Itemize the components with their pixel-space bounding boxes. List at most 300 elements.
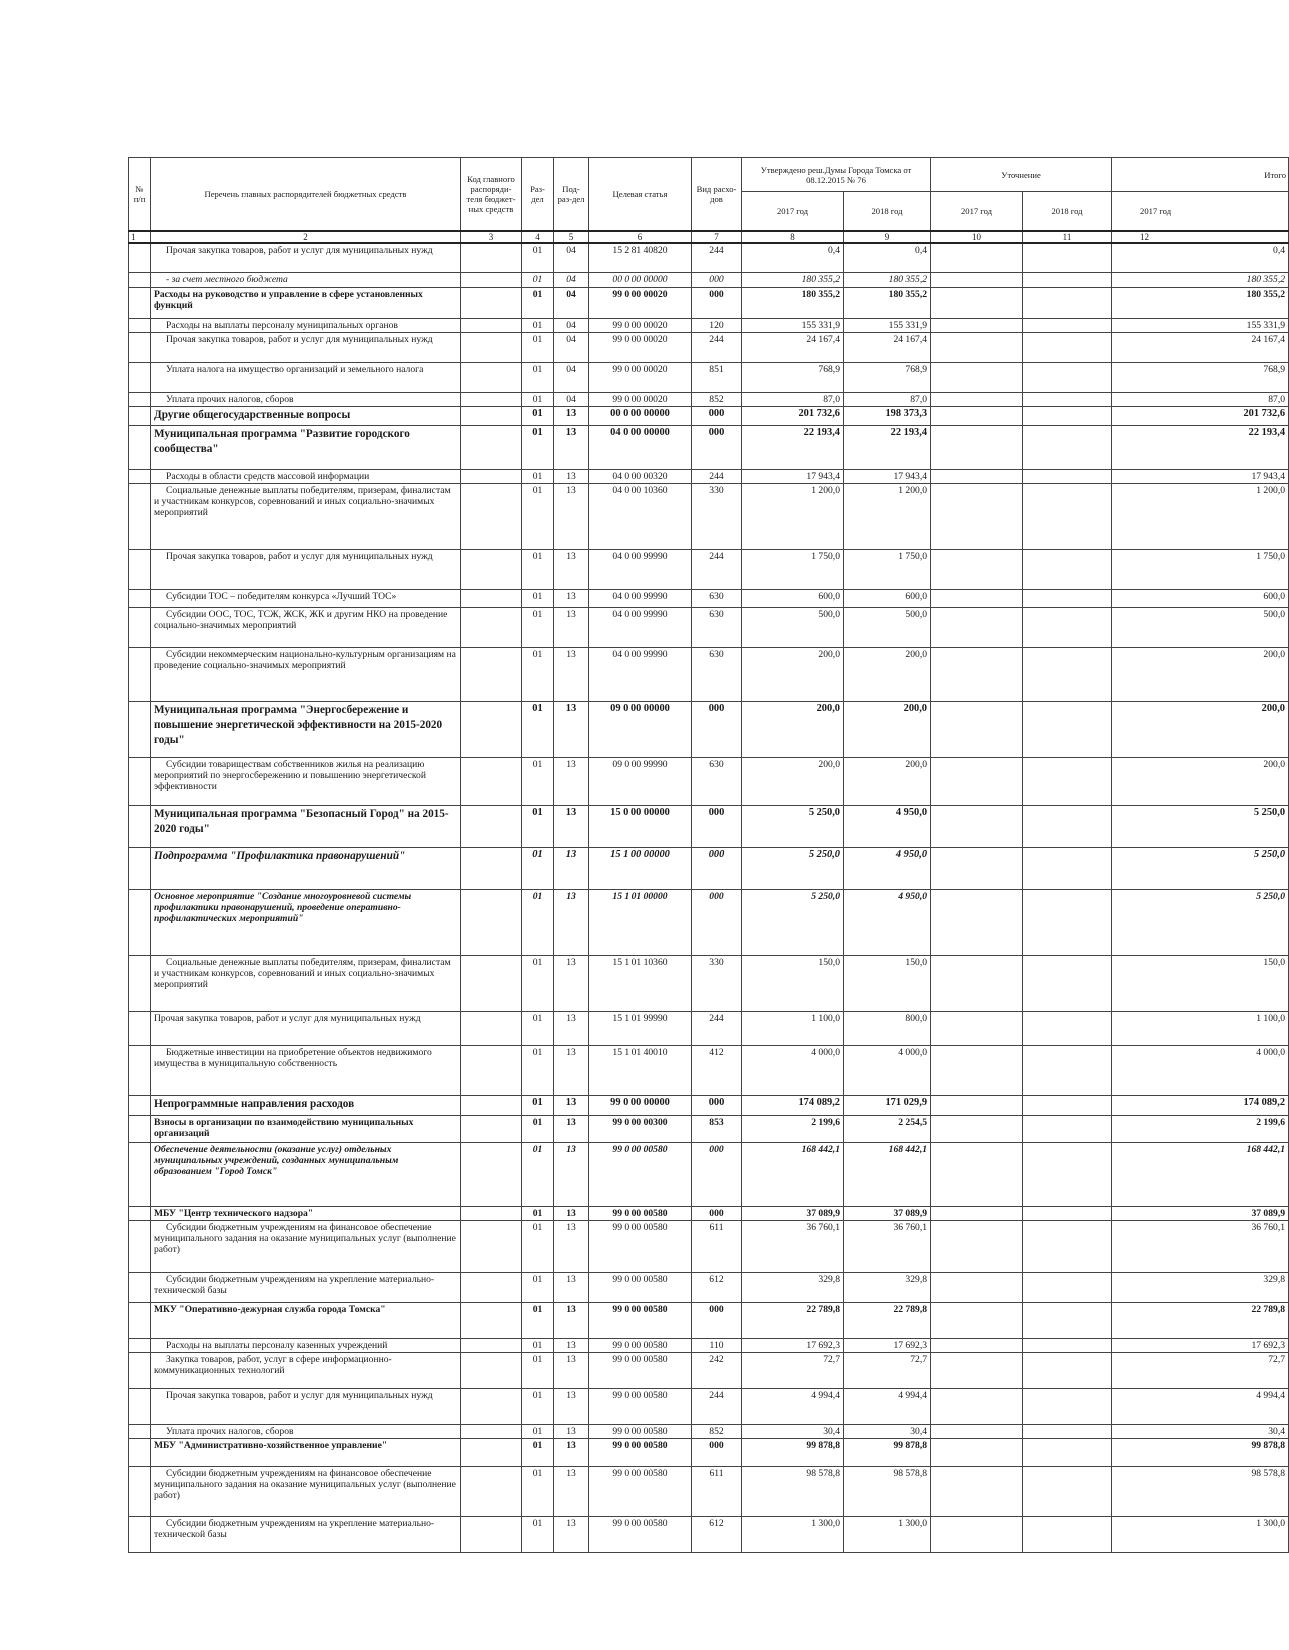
cell-razdel: 01	[522, 484, 554, 550]
cell-podrazdel: 13	[554, 1389, 589, 1425]
cell-total-2017: 1 750,0	[1112, 550, 1289, 590]
cell-razdel: 01	[522, 806, 554, 848]
cell-podrazdel: 13	[554, 1353, 589, 1389]
cell-csr: 99 0 00 00580	[589, 1221, 692, 1273]
cell-approved-2018: 30,4	[844, 1425, 931, 1439]
cell-csr: 99 0 00 00580	[589, 1143, 692, 1207]
cell-gl-code	[461, 484, 522, 550]
table-row	[129, 1467, 1289, 1517]
cell-num	[129, 426, 151, 470]
cell-gl-code	[461, 608, 522, 648]
cell-num	[129, 608, 151, 648]
cell-razdel: 01	[522, 1353, 554, 1389]
cell-name: МБУ "Административно-хозяйственное управление"	[151, 1439, 461, 1467]
cell-razdel: 01	[522, 1467, 554, 1517]
cell-gl-code	[461, 1116, 522, 1143]
cell-total-2017: 201 732,6	[1112, 407, 1289, 426]
cell-approved-2017: 200,0	[742, 648, 844, 702]
cell-approved-2017: 180 355,2	[742, 273, 844, 288]
cell-approved-2018: 24 167,4	[844, 333, 931, 363]
cell-clarify-2018	[1023, 288, 1112, 319]
cell-clarify-2018	[1023, 1096, 1112, 1116]
cell-podrazdel: 13	[554, 648, 589, 702]
cell-num	[129, 333, 151, 363]
cell-name: Социальные денежные выплаты победителям, призерам, финалистам и участникам конкурсов, соревнований и иных социально-значимых мероприятий	[151, 484, 461, 550]
cell-approved-2017: 1 300,0	[742, 1517, 844, 1553]
table-row	[129, 1096, 1289, 1116]
cell-name: Прочая закупка товаров, работ и услуг для муниципальных нужд	[151, 1012, 461, 1046]
cell-approved-2017: 150,0	[742, 956, 844, 1012]
cell-clarify-2017	[931, 590, 1023, 608]
cell-clarify-2017	[931, 243, 1023, 273]
cell-num	[129, 393, 151, 407]
cell-num	[129, 1353, 151, 1389]
cell-vr: 630	[692, 590, 742, 608]
cell-approved-2017: 17 943,4	[742, 470, 844, 484]
cell-razdel: 01	[522, 1389, 554, 1425]
table-row	[129, 1303, 1289, 1339]
cell-podrazdel: 13	[554, 590, 589, 608]
cell-name: Муниципальная программа "Энергосбережение и повышение энергетической эффективности на 2015-2020 годы"	[151, 702, 461, 758]
table-row	[129, 1389, 1289, 1425]
cell-clarify-2017	[931, 484, 1023, 550]
cell-vr: 852	[692, 393, 742, 407]
cell-name: Субсидии бюджетным учреждениям на укрепление материально-технической базы	[151, 1517, 461, 1553]
cell-vr: 630	[692, 758, 742, 806]
cell-approved-2017: 22 789,8	[742, 1303, 844, 1339]
cell-num	[129, 1273, 151, 1303]
cell-num	[129, 1012, 151, 1046]
cell-name: Социальные денежные выплаты победителям, призерам, финалистам и участникам конкурсов, соревнований и иных социально-значимых мероприятий	[151, 956, 461, 1012]
header-clarify: Уточнение	[931, 158, 1112, 192]
cell-total-2017: 4 000,0	[1112, 1046, 1289, 1096]
cell-razdel: 01	[522, 758, 554, 806]
cell-razdel: 01	[522, 1143, 554, 1207]
cell-csr: 15 1 01 40010	[589, 1046, 692, 1096]
cell-razdel: 01	[522, 470, 554, 484]
cell-approved-2018: 2 254,5	[844, 1116, 931, 1143]
cell-vr: 110	[692, 1339, 742, 1353]
table-row	[129, 393, 1289, 407]
cell-gl-code	[461, 333, 522, 363]
cell-podrazdel: 13	[554, 1273, 589, 1303]
cell-approved-2017: 1 100,0	[742, 1012, 844, 1046]
cell-vr: 000	[692, 1439, 742, 1467]
cell-clarify-2017	[931, 1096, 1023, 1116]
cell-clarify-2017	[931, 890, 1023, 956]
cell-approved-2018: 4 950,0	[844, 848, 931, 890]
cell-total-2017: 329,8	[1112, 1273, 1289, 1303]
table-row	[129, 890, 1289, 956]
cell-name: Закупка товаров, работ, услуг в сфере информационно-коммуникационных технологий	[151, 1353, 461, 1389]
cell-podrazdel: 13	[554, 848, 589, 890]
cell-clarify-2017	[931, 407, 1023, 426]
cell-total-2017: 5 250,0	[1112, 806, 1289, 848]
cell-clarify-2017	[931, 1207, 1023, 1221]
cell-total-2017: 37 089,9	[1112, 1207, 1289, 1221]
table-row	[129, 470, 1289, 484]
cell-vr: 244	[692, 550, 742, 590]
cell-gl-code	[461, 956, 522, 1012]
cell-gl-code	[461, 890, 522, 956]
cell-csr: 99 0 00 00000	[589, 1096, 692, 1116]
cell-total-2017: 500,0	[1112, 608, 1289, 648]
cell-name: Основное мероприятие "Создание многоуровневой системы профилактики правонарушений, проведение оперативно-профилактических мероприятий"	[151, 890, 461, 956]
cell-vr: 244	[692, 1389, 742, 1425]
cell-csr: 99 0 00 00580	[589, 1439, 692, 1467]
cell-razdel: 01	[522, 1439, 554, 1467]
cell-csr: 04 0 00 99990	[589, 648, 692, 702]
cell-total-2017: 4 994,4	[1112, 1389, 1289, 1425]
cell-approved-2017: 201 732,6	[742, 407, 844, 426]
cell-clarify-2017	[931, 702, 1023, 758]
cell-approved-2017: 37 089,9	[742, 1207, 844, 1221]
cell-podrazdel: 13	[554, 1143, 589, 1207]
cell-approved-2018: 4 950,0	[844, 890, 931, 956]
cell-approved-2017: 500,0	[742, 608, 844, 648]
cell-clarify-2017	[931, 363, 1023, 393]
cell-clarify-2017	[931, 848, 1023, 890]
cell-clarify-2017	[931, 1339, 1023, 1353]
cell-razdel: 01	[522, 426, 554, 470]
cell-clarify-2017	[931, 333, 1023, 363]
cell-approved-2018: 17 692,3	[844, 1339, 931, 1353]
table-row	[129, 484, 1289, 550]
cell-podrazdel: 13	[554, 407, 589, 426]
cell-clarify-2017	[931, 648, 1023, 702]
cell-vr: 611	[692, 1467, 742, 1517]
cell-approved-2018: 500,0	[844, 608, 931, 648]
cell-razdel: 01	[522, 1096, 554, 1116]
cell-gl-code	[461, 393, 522, 407]
cell-podrazdel: 04	[554, 333, 589, 363]
cell-podrazdel: 04	[554, 363, 589, 393]
cell-num	[129, 1339, 151, 1353]
cell-total-2017: 200,0	[1112, 758, 1289, 806]
table-row	[129, 806, 1289, 848]
col-index: 3	[461, 231, 522, 243]
cell-name: Субсидии ТОС – победителям конкурса «Лучший ТОС»	[151, 590, 461, 608]
cell-num	[129, 1046, 151, 1096]
cell-clarify-2018	[1023, 393, 1112, 407]
cell-num	[129, 848, 151, 890]
cell-podrazdel: 13	[554, 1303, 589, 1339]
cell-clarify-2018	[1023, 363, 1112, 393]
cell-csr: 00 0 00 00000	[589, 273, 692, 288]
header-razdel: Раз-дел	[522, 158, 554, 231]
cell-name: Муниципальная программа "Безопасный Город" на 2015-2020 годы"	[151, 806, 461, 848]
cell-csr: 99 0 00 00580	[589, 1207, 692, 1221]
cell-clarify-2018	[1023, 1339, 1112, 1353]
cell-num	[129, 288, 151, 319]
cell-razdel: 01	[522, 243, 554, 273]
cell-razdel: 01	[522, 1273, 554, 1303]
cell-total-2017: 17 943,4	[1112, 470, 1289, 484]
cell-name: Уплата прочих налогов, сборов	[151, 393, 461, 407]
cell-total-2017: 200,0	[1112, 648, 1289, 702]
cell-approved-2017: 200,0	[742, 702, 844, 758]
cell-csr: 15 1 00 00000	[589, 848, 692, 890]
col-index: 10	[931, 231, 1023, 243]
col-index: 8	[742, 231, 844, 243]
cell-gl-code	[461, 806, 522, 848]
col-index: 1	[129, 231, 151, 243]
cell-vr: 000	[692, 407, 742, 426]
cell-approved-2017: 5 250,0	[742, 890, 844, 956]
cell-num	[129, 407, 151, 426]
table-row	[129, 1425, 1289, 1439]
cell-vr: 000	[692, 288, 742, 319]
cell-num	[129, 1207, 151, 1221]
cell-approved-2018: 4 950,0	[844, 806, 931, 848]
cell-clarify-2018	[1023, 1303, 1112, 1339]
cell-approved-2018: 198 373,3	[844, 407, 931, 426]
cell-csr: 09 0 00 99990	[589, 758, 692, 806]
cell-vr: 000	[692, 1303, 742, 1339]
cell-clarify-2017	[931, 1116, 1023, 1143]
cell-gl-code	[461, 1273, 522, 1303]
cell-approved-2018: 37 089,9	[844, 1207, 931, 1221]
cell-approved-2017: 36 760,1	[742, 1221, 844, 1273]
cell-gl-code	[461, 319, 522, 333]
cell-name: Расходы на руководство и управление в сфере установленных функций	[151, 288, 461, 319]
cell-razdel: 01	[522, 956, 554, 1012]
table-row	[129, 1012, 1289, 1046]
cell-total-2017: 0,4	[1112, 243, 1289, 273]
header-csr: Целевая статья	[589, 158, 692, 231]
cell-podrazdel: 13	[554, 1012, 589, 1046]
cell-total-2017: 1 200,0	[1112, 484, 1289, 550]
cell-clarify-2018	[1023, 407, 1112, 426]
cell-vr: 851	[692, 363, 742, 393]
cell-csr: 99 0 00 00020	[589, 363, 692, 393]
cell-csr: 99 0 00 00580	[589, 1339, 692, 1353]
cell-clarify-2018	[1023, 1273, 1112, 1303]
cell-vr: 000	[692, 1143, 742, 1207]
cell-name: Непрограммные направления расходов	[151, 1096, 461, 1116]
cell-clarify-2017	[931, 1046, 1023, 1096]
cell-num	[129, 273, 151, 288]
cell-num	[129, 1303, 151, 1339]
cell-approved-2018: 0,4	[844, 243, 931, 273]
col-index: 7	[692, 231, 742, 243]
table-row	[129, 1116, 1289, 1143]
cell-approved-2018: 87,0	[844, 393, 931, 407]
cell-approved-2018: 22 193,4	[844, 426, 931, 470]
cell-name: Расходы на выплаты персоналу казенных учреждений	[151, 1339, 461, 1353]
cell-name: Субсидии товариществам собственников жилья на реализацию мероприятий по энергосбережению и повышению энергетической эффективности	[151, 758, 461, 806]
col-index: 9	[844, 231, 931, 243]
cell-name: Уплата прочих налогов, сборов	[151, 1425, 461, 1439]
cell-vr: 000	[692, 890, 742, 956]
cell-razdel: 01	[522, 550, 554, 590]
cell-approved-2017: 87,0	[742, 393, 844, 407]
table-body	[129, 243, 1289, 1553]
cell-clarify-2018	[1023, 243, 1112, 273]
cell-total-2017: 17 692,3	[1112, 1339, 1289, 1353]
cell-name: - за счет местного бюджета	[151, 273, 461, 288]
cell-clarify-2018	[1023, 956, 1112, 1012]
cell-csr: 15 1 01 99990	[589, 1012, 692, 1046]
cell-csr: 99 0 00 00580	[589, 1389, 692, 1425]
cell-total-2017: 87,0	[1112, 393, 1289, 407]
cell-clarify-2018	[1023, 1046, 1112, 1096]
cell-vr: 244	[692, 1012, 742, 1046]
cell-approved-2018: 200,0	[844, 758, 931, 806]
cell-approved-2018: 768,9	[844, 363, 931, 393]
cell-podrazdel: 04	[554, 288, 589, 319]
cell-razdel: 01	[522, 1517, 554, 1553]
cell-approved-2018: 22 789,8	[844, 1303, 931, 1339]
cell-total-2017: 72,7	[1112, 1353, 1289, 1389]
cell-gl-code	[461, 243, 522, 273]
cell-gl-code	[461, 648, 522, 702]
cell-clarify-2018	[1023, 1143, 1112, 1207]
cell-approved-2018: 98 578,8	[844, 1467, 931, 1517]
cell-clarify-2017	[931, 1012, 1023, 1046]
cell-clarify-2017	[931, 1439, 1023, 1467]
header-total-2017: 2017 год	[1112, 192, 1289, 231]
cell-podrazdel: 13	[554, 550, 589, 590]
header-total: Итого	[1112, 158, 1289, 192]
cell-razdel: 01	[522, 407, 554, 426]
cell-gl-code	[461, 1143, 522, 1207]
table-row	[129, 319, 1289, 333]
cell-num	[129, 590, 151, 608]
cell-total-2017: 99 878,8	[1112, 1439, 1289, 1467]
cell-csr: 04 0 00 99990	[589, 550, 692, 590]
cell-approved-2017: 17 692,3	[742, 1339, 844, 1353]
cell-name: Расходы в области средств массовой информации	[151, 470, 461, 484]
cell-gl-code	[461, 407, 522, 426]
cell-clarify-2017	[931, 956, 1023, 1012]
header-name: Перечень главных распорядителей бюджетных средств	[151, 158, 461, 231]
cell-razdel: 01	[522, 273, 554, 288]
cell-num	[129, 648, 151, 702]
budget-table	[128, 157, 1289, 1553]
cell-csr: 09 0 00 00000	[589, 702, 692, 758]
cell-csr: 99 0 00 00020	[589, 333, 692, 363]
cell-csr: 15 2 81 40820	[589, 243, 692, 273]
col-index: 4	[522, 231, 554, 243]
cell-podrazdel: 13	[554, 1425, 589, 1439]
cell-name: Расходы на выплаты персоналу муниципальных органов	[151, 319, 461, 333]
cell-approved-2017: 180 355,2	[742, 288, 844, 319]
cell-gl-code	[461, 1046, 522, 1096]
cell-vr: 000	[692, 273, 742, 288]
cell-razdel: 01	[522, 333, 554, 363]
cell-num	[129, 890, 151, 956]
cell-approved-2017: 1 750,0	[742, 550, 844, 590]
cell-clarify-2017	[931, 1425, 1023, 1439]
cell-razdel: 01	[522, 648, 554, 702]
cell-vr: 852	[692, 1425, 742, 1439]
table-row	[129, 648, 1289, 702]
cell-csr: 99 0 00 00580	[589, 1425, 692, 1439]
cell-vr: 000	[692, 702, 742, 758]
cell-approved-2017: 174 089,2	[742, 1096, 844, 1116]
cell-approved-2018: 155 331,9	[844, 319, 931, 333]
cell-name: Подпрограмма "Профилактика правонарушений"	[151, 848, 461, 890]
cell-vr: 612	[692, 1517, 742, 1553]
table-row	[129, 288, 1289, 319]
cell-gl-code	[461, 1096, 522, 1116]
cell-vr: 242	[692, 1353, 742, 1389]
cell-clarify-2018	[1023, 1389, 1112, 1425]
cell-name: Уплата налога на имущество организаций и земельного налога	[151, 363, 461, 393]
cell-num	[129, 319, 151, 333]
cell-podrazdel: 13	[554, 1207, 589, 1221]
cell-podrazdel: 13	[554, 806, 589, 848]
cell-name: Другие общегосударственные вопросы	[151, 407, 461, 426]
cell-approved-2017: 200,0	[742, 758, 844, 806]
cell-razdel: 01	[522, 702, 554, 758]
cell-vr: 000	[692, 806, 742, 848]
cell-gl-code	[461, 288, 522, 319]
cell-razdel: 01	[522, 1012, 554, 1046]
cell-approved-2017: 155 331,9	[742, 319, 844, 333]
table-row	[129, 273, 1289, 288]
col-index: 11	[1023, 231, 1112, 243]
table-row	[129, 848, 1289, 890]
cell-gl-code	[461, 1207, 522, 1221]
cell-approved-2018: 329,8	[844, 1273, 931, 1303]
cell-name: Прочая закупка товаров, работ и услуг для муниципальных нужд	[151, 550, 461, 590]
cell-approved-2017: 329,8	[742, 1273, 844, 1303]
header-clarify-2017: 2017 год	[931, 192, 1023, 231]
header-clarify-2018: 2018 год	[1023, 192, 1112, 231]
table-row	[129, 333, 1289, 363]
cell-vr: 330	[692, 484, 742, 550]
cell-podrazdel: 13	[554, 758, 589, 806]
cell-total-2017: 174 089,2	[1112, 1096, 1289, 1116]
cell-clarify-2017	[931, 550, 1023, 590]
cell-csr: 99 0 00 00580	[589, 1353, 692, 1389]
cell-podrazdel: 13	[554, 702, 589, 758]
cell-clarify-2017	[931, 1221, 1023, 1273]
cell-gl-code	[461, 1303, 522, 1339]
cell-podrazdel: 13	[554, 956, 589, 1012]
cell-name: Субсидии бюджетным учреждениям на финансовое обеспечение муниципального задания на оказание муниципальных услуг (выполнение работ)	[151, 1467, 461, 1517]
cell-approved-2017: 168 442,1	[742, 1143, 844, 1207]
cell-razdel: 01	[522, 319, 554, 333]
cell-razdel: 01	[522, 1207, 554, 1221]
cell-approved-2017: 5 250,0	[742, 806, 844, 848]
cell-total-2017: 1 100,0	[1112, 1012, 1289, 1046]
cell-num	[129, 1467, 151, 1517]
cell-podrazdel: 13	[554, 1339, 589, 1353]
cell-num	[129, 1096, 151, 1116]
cell-csr: 99 0 00 00300	[589, 1116, 692, 1143]
cell-num	[129, 1425, 151, 1439]
cell-csr: 04 0 00 00320	[589, 470, 692, 484]
cell-name: Субсидии некоммерческим национально-культурным организациям на проведение социально-значимых мероприятий	[151, 648, 461, 702]
cell-clarify-2018	[1023, 470, 1112, 484]
cell-clarify-2018	[1023, 1207, 1112, 1221]
cell-num	[129, 1221, 151, 1273]
cell-podrazdel: 13	[554, 608, 589, 648]
cell-clarify-2018	[1023, 806, 1112, 848]
cell-clarify-2018	[1023, 1517, 1112, 1553]
cell-gl-code	[461, 1389, 522, 1425]
cell-approved-2018: 99 878,8	[844, 1439, 931, 1467]
cell-total-2017: 168 442,1	[1112, 1143, 1289, 1207]
cell-approved-2018: 4 994,4	[844, 1389, 931, 1425]
cell-num	[129, 806, 151, 848]
cell-csr: 15 1 01 00000	[589, 890, 692, 956]
cell-name: Прочая закупка товаров, работ и услуг для муниципальных нужд	[151, 333, 461, 363]
cell-gl-code	[461, 1467, 522, 1517]
